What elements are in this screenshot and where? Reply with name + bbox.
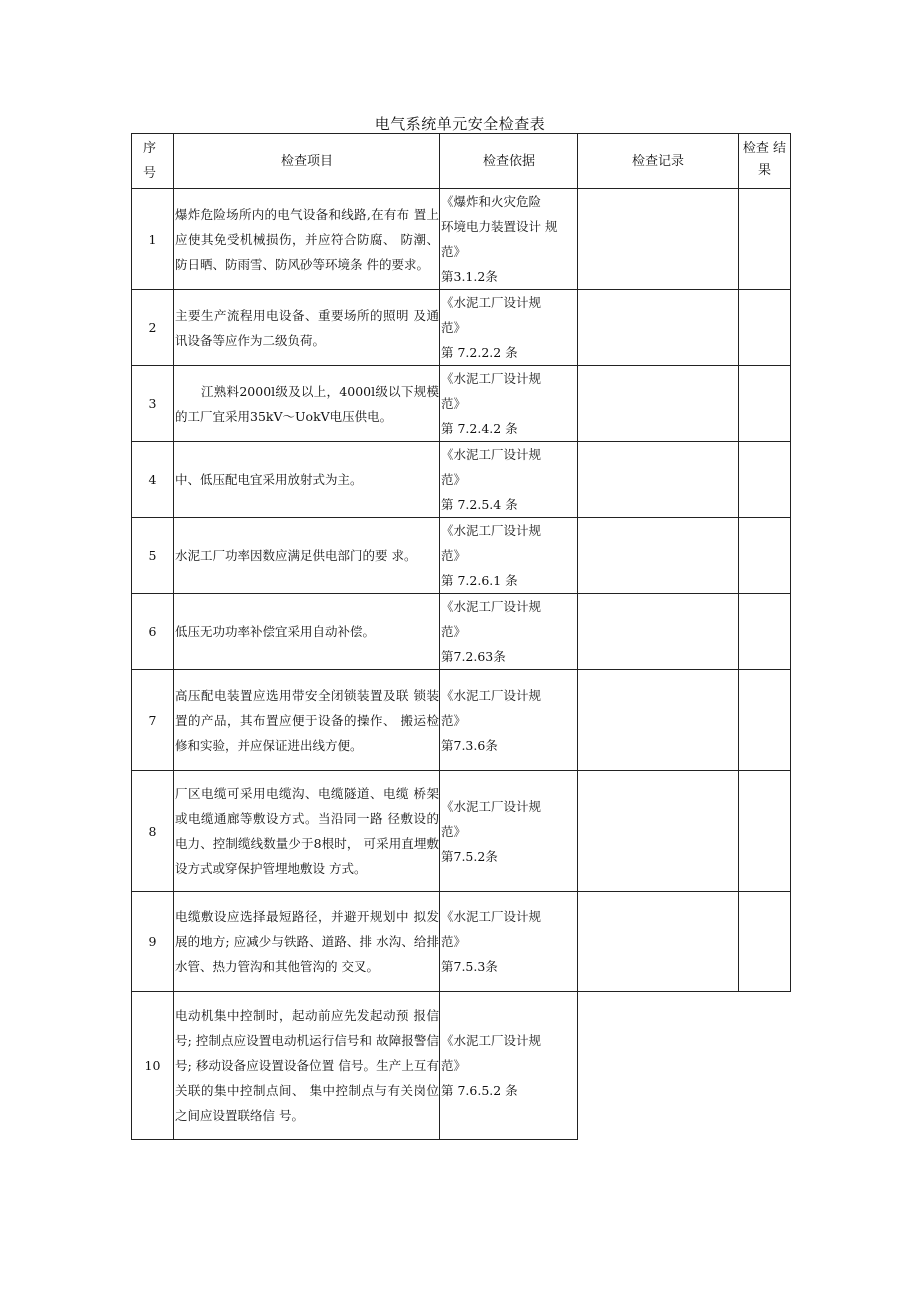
row-no: 1 [132,189,174,290]
table-row [132,366,791,442]
safety-check-table [131,133,791,1140]
row-result [739,518,791,594]
row-item: 高压配电装置应选用带安全闭锁装置及联 锁装置的产品，其布置应便于设备的操作、 搬运检修和实验，并应保证进出线方便。 [174,670,440,771]
row-result [739,594,791,670]
basis-line: 《水泥工厂设计规 [441,1033,542,1048]
row-result [739,670,791,771]
row-item: 电动机集中控制时，起动前应先发起动预 报信号; 控制点应设置电动机运行信号和 故障报警信号; 移动设备应设置设备位置 信号。生产上互有关联的集中控制点间、 集中控制点与有关岗位之间应设置联络信 号。 [174,992,440,1140]
row-item: 厂区电缆可采用电缆沟、电缆隧道、电缆 桥架或电缆通廊等敷设方式。当沿同一路 径敷设的电力、控制缆线数量少于8根时， 可采用直埋敷设方式或穿保护管埋地敷设 方式。 [174,771,440,892]
row-item: 中、低压配电宜采用放射式为主。 [174,442,440,518]
basis-line: 第7.5.3条 [441,959,498,974]
row-record [578,366,739,442]
basis-line: 范》 [441,548,467,563]
row-result [739,892,791,992]
header-no: 序 号 [132,134,174,189]
table-row [132,670,791,771]
basis-line: 《爆炸和火灾危险 [441,194,542,209]
row-basis [440,992,578,1140]
table-header-row [132,134,791,189]
row-no: 6 [132,594,174,670]
header-basis: 检查依据 [440,134,578,189]
header-result: 检查 结果 [739,134,791,189]
header-item: 检查项目 [174,134,440,189]
basis-line: 第 7.6.5.2 条 [441,1083,518,1098]
table-row [132,771,791,892]
basis-line: 第7.5.2条 [441,848,498,864]
table-row [132,992,791,1140]
row-result [739,771,791,892]
row-result [739,366,791,442]
row-record [578,771,739,892]
row-item: 爆炸危险场所内的电气设备和线路,在有布 置上应使其免受机械损伤，并应符合防腐、 防潮、防日晒、防雨雪、防风砂等环境条 件的要求。 [174,189,440,290]
basis-line: 范》 [441,823,467,839]
basis-line: 范》 [441,1058,467,1073]
row-no: 10 [132,992,174,1140]
basis-line: 第 7.2.4.2 条 [441,421,518,436]
row-basis [440,290,578,366]
row-item: 低压无功功率补偿宜采用自动补偿。 [174,594,440,670]
basis-line: 范》 [441,244,467,259]
row-basis [440,771,578,892]
row-no: 7 [132,670,174,771]
table-row [132,189,791,290]
basis-line: 范》 [441,320,467,335]
table-row [132,892,791,992]
table-row [132,594,791,670]
row-record [578,670,739,771]
row-basis [440,518,578,594]
row-result [739,189,791,290]
row-record [578,892,739,992]
row-basis [440,366,578,442]
row-basis [440,189,578,290]
row-item: 水泥工厂功率因数应满足供电部门的要 求。 [174,518,440,594]
row-no: 2 [132,290,174,366]
row-record [578,518,739,594]
row-no: 4 [132,442,174,518]
row-record [578,189,739,290]
row-no: 8 [132,771,174,892]
page-title: 电气系统单元安全检查表 [374,115,546,133]
basis-line: 《水泥工厂设计规 [441,798,542,814]
basis-line: 第 7.2.6.1 条 [441,573,518,588]
row-basis [440,892,578,992]
row-record [578,290,739,366]
basis-line: 范》 [441,472,467,487]
basis-line: 第3.1.2条 [441,269,498,284]
header-record: 检查记录 [578,134,739,189]
basis-line: 《水泥工厂设计规 [441,371,542,386]
row-item: 电缆敷设应选择最短路径，并避开规划中 拟发展的地方; 应减少与铁路、道路、排 水沟、给排水管、热力管沟和其他管沟的 交叉。 [174,892,440,992]
row-basis [440,594,578,670]
table-row [132,442,791,518]
row-no: 9 [132,892,174,992]
basis-line: 环境电力装置设计 规 [441,219,558,234]
row-result [739,290,791,366]
basis-line: 范》 [441,396,467,411]
row-basis [440,670,578,771]
row-result [739,442,791,518]
row-record [578,594,739,670]
basis-line: 《水泥工厂设计规 [441,909,542,924]
basis-line: 第7.3.6条 [441,737,498,753]
basis-line: 第 7.2.2.2 条 [441,345,518,360]
row-basis [440,442,578,518]
row-item: 江熟料2000l级及以上，4000l级以下规模的工厂宜采用35kV～UokV电压供电。 [174,366,440,442]
basis-line: 第 7.2.5.4 条 [441,497,518,512]
basis-line: 《水泥工厂设计规 [441,687,542,703]
row-no: 3 [132,366,174,442]
row-result-empty [739,992,791,1140]
basis-line: 《水泥工厂设计规 [441,599,542,614]
basis-line: 《水泥工厂设计规 [441,295,542,310]
table-row [132,518,791,594]
row-record [578,442,739,518]
basis-line: 范》 [441,934,467,949]
row-item: 主要生产流程用电设备、重要场所的照明 及通讯设备等应作为二级负荷。 [174,290,440,366]
row-record-empty [578,992,739,1140]
row-no: 5 [132,518,174,594]
basis-line: 《水泥工厂设计规 [441,447,542,462]
basis-line: 第7.2.63条 [441,649,506,664]
table-row [132,290,791,366]
basis-line: 范》 [441,712,467,728]
basis-line: 《水泥工厂设计规 [441,523,542,538]
basis-line: 范》 [441,624,467,639]
